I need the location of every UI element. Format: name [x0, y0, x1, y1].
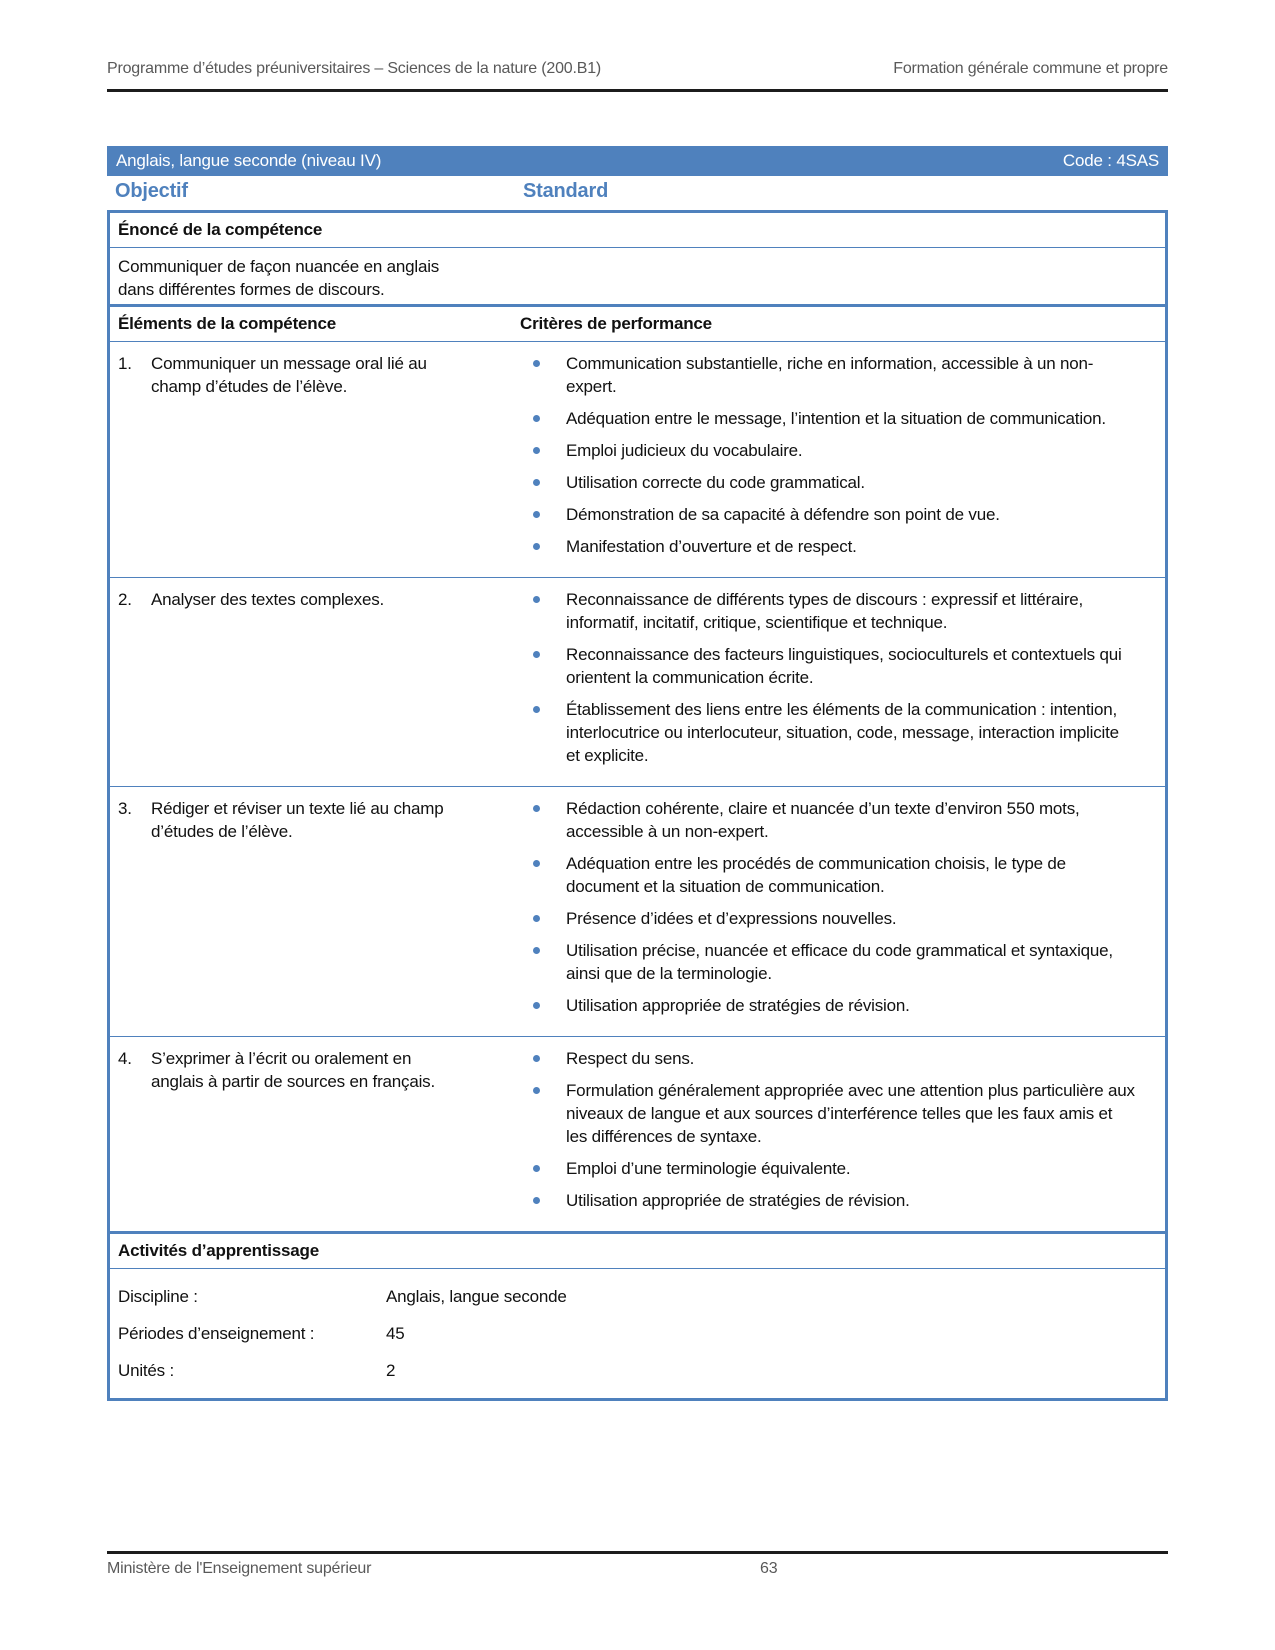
element-text [151, 352, 427, 567]
element-line: champ d’études de l’élève. [151, 377, 348, 396]
activites-label: Discipline : [118, 1287, 198, 1306]
criteria-list [520, 797, 1137, 1017]
activites-label: Périodes d’enseignement : [118, 1324, 315, 1343]
activites-header: Activités d’apprentissage [110, 1234, 1165, 1269]
element-number: 1. [118, 354, 132, 373]
criteria-item: Utilisation appropriée de stratégies de révision. [520, 994, 1137, 1017]
element-number: 2. [118, 590, 132, 609]
criteria-list [520, 1047, 1137, 1212]
course-code: Code : 4SAS [1062, 151, 1159, 170]
enonce-header: Énoncé de la compétence [110, 213, 1165, 248]
activites-value: Anglais, langue seconde [386, 1287, 567, 1306]
criteria-list [520, 352, 1137, 558]
course-banner [107, 146, 1168, 176]
criteria-item: Utilisation précise, nuancée et efficace du code grammatical et syntaxique, ainsi que de la terminologie. [520, 939, 1137, 985]
element-number: 3. [118, 799, 132, 818]
enonce-line: dans différentes formes de discours. [118, 280, 385, 299]
criteria-item: Utilisation appropriée de stratégies de révision. [520, 1189, 1137, 1212]
heading-standard: Standard [523, 180, 609, 202]
criteria-item: Formulation généralement appropriée avec une attention plus particulière aux niveaux de langue et aux sources d’interférence telles que les faux amis et les différences de syntaxe. [520, 1079, 1137, 1148]
footer-divider [107, 1551, 1168, 1554]
criteria-item: Démonstration de sa capacité à défendre son point de vue. [520, 503, 1137, 526]
criteria-item: Rédaction cohérente, claire et nuancée d’un texte d’environ 550 mots, accessible à un non-expert. [520, 797, 1137, 843]
activites-row [118, 1359, 1157, 1382]
course-title: Anglais, langue seconde (niveau IV) [116, 151, 382, 170]
col-header-elements: Éléments de la compétence [118, 314, 336, 333]
criteria-list [520, 588, 1137, 767]
element-line: d’études de l’élève. [151, 822, 293, 841]
footer-ministry: Ministère de l'Enseignement supérieur [107, 1560, 372, 1577]
activites-value: 45 [386, 1324, 405, 1343]
criteria-item: Établissement des liens entre les éléments de la communication : intention, interlocutrice ou interlocuteur, situation, code, message, interaction implicite et explicite. [520, 698, 1137, 767]
criteria-item: Respect du sens. [520, 1047, 1137, 1070]
running-header-right: Formation générale commune et propre [893, 60, 1168, 77]
criteria-item: Manifestation d’ouverture et de respect. [520, 535, 1137, 558]
element-line: anglais à partir de sources en français. [151, 1072, 435, 1091]
element-line: Rédiger et réviser un texte lié au champ [151, 799, 444, 818]
criteria-item: Communication substantielle, riche en information, accessible à un non-expert. [520, 352, 1137, 398]
criteria-item: Emploi judicieux du vocabulaire. [520, 439, 1137, 462]
enonce-line: Communiquer de façon nuancée en anglais [118, 257, 440, 276]
activites-table [107, 1231, 1168, 1401]
element-cell [110, 578, 520, 786]
running-header [107, 60, 1168, 92]
activites-value: 2 [386, 1361, 396, 1380]
criteria-item: Emploi d’une terminologie équivalente. [520, 1157, 1137, 1180]
enonce-table [107, 210, 1168, 316]
criteria-item: Présence d’idées et d’expressions nouvelles. [520, 907, 1137, 930]
page-number: 63 [760, 1560, 778, 1577]
criteria-cell [520, 787, 1165, 1036]
criteria-item: Reconnaissance de différents types de discours : expressif et littéraire, informatif, incitatif, critique, scientifique et technique. [520, 588, 1137, 634]
table-row [110, 787, 1165, 1037]
element-line: S’exprimer à l’écrit ou oralement en [151, 1049, 412, 1068]
activites-label: Unités : [118, 1361, 175, 1380]
element-cell [110, 787, 520, 1036]
criteria-item: Adéquation entre le message, l’intention et la situation de communication. [520, 407, 1137, 430]
competence-table [107, 304, 1168, 1288]
table-row [110, 578, 1165, 787]
criteria-item: Adéquation entre les procédés de communication choisis, le type de document et la situation de communication. [520, 852, 1137, 898]
table-row [110, 342, 1165, 578]
element-cell [110, 342, 520, 577]
running-header-left: Programme d’études préuniversitaires – Sciences de la nature (200.B1) [107, 60, 602, 77]
element-number: 4. [118, 1049, 132, 1068]
activites-row [118, 1322, 1157, 1345]
competence-table-header [110, 307, 1165, 342]
criteria-cell [520, 342, 1165, 577]
element-text [151, 588, 384, 776]
section-headings [107, 180, 1168, 203]
activites-body [110, 1269, 1165, 1398]
element-line: Analyser des textes complexes. [151, 590, 385, 609]
activites-row [118, 1285, 1157, 1308]
criteria-item: Reconnaissance des facteurs linguistiques, socioculturels et contextuels qui orientent la communication écrite. [520, 643, 1137, 689]
element-line: Communiquer un message oral lié au [151, 354, 427, 373]
page-footer [107, 1560, 1168, 1578]
col-header-criteres: Critères de performance [520, 314, 712, 333]
heading-objectif: Objectif [115, 180, 188, 202]
element-text [151, 797, 444, 1026]
criteria-item: Utilisation correcte du code grammatical. [520, 471, 1137, 494]
criteria-cell [520, 578, 1165, 786]
